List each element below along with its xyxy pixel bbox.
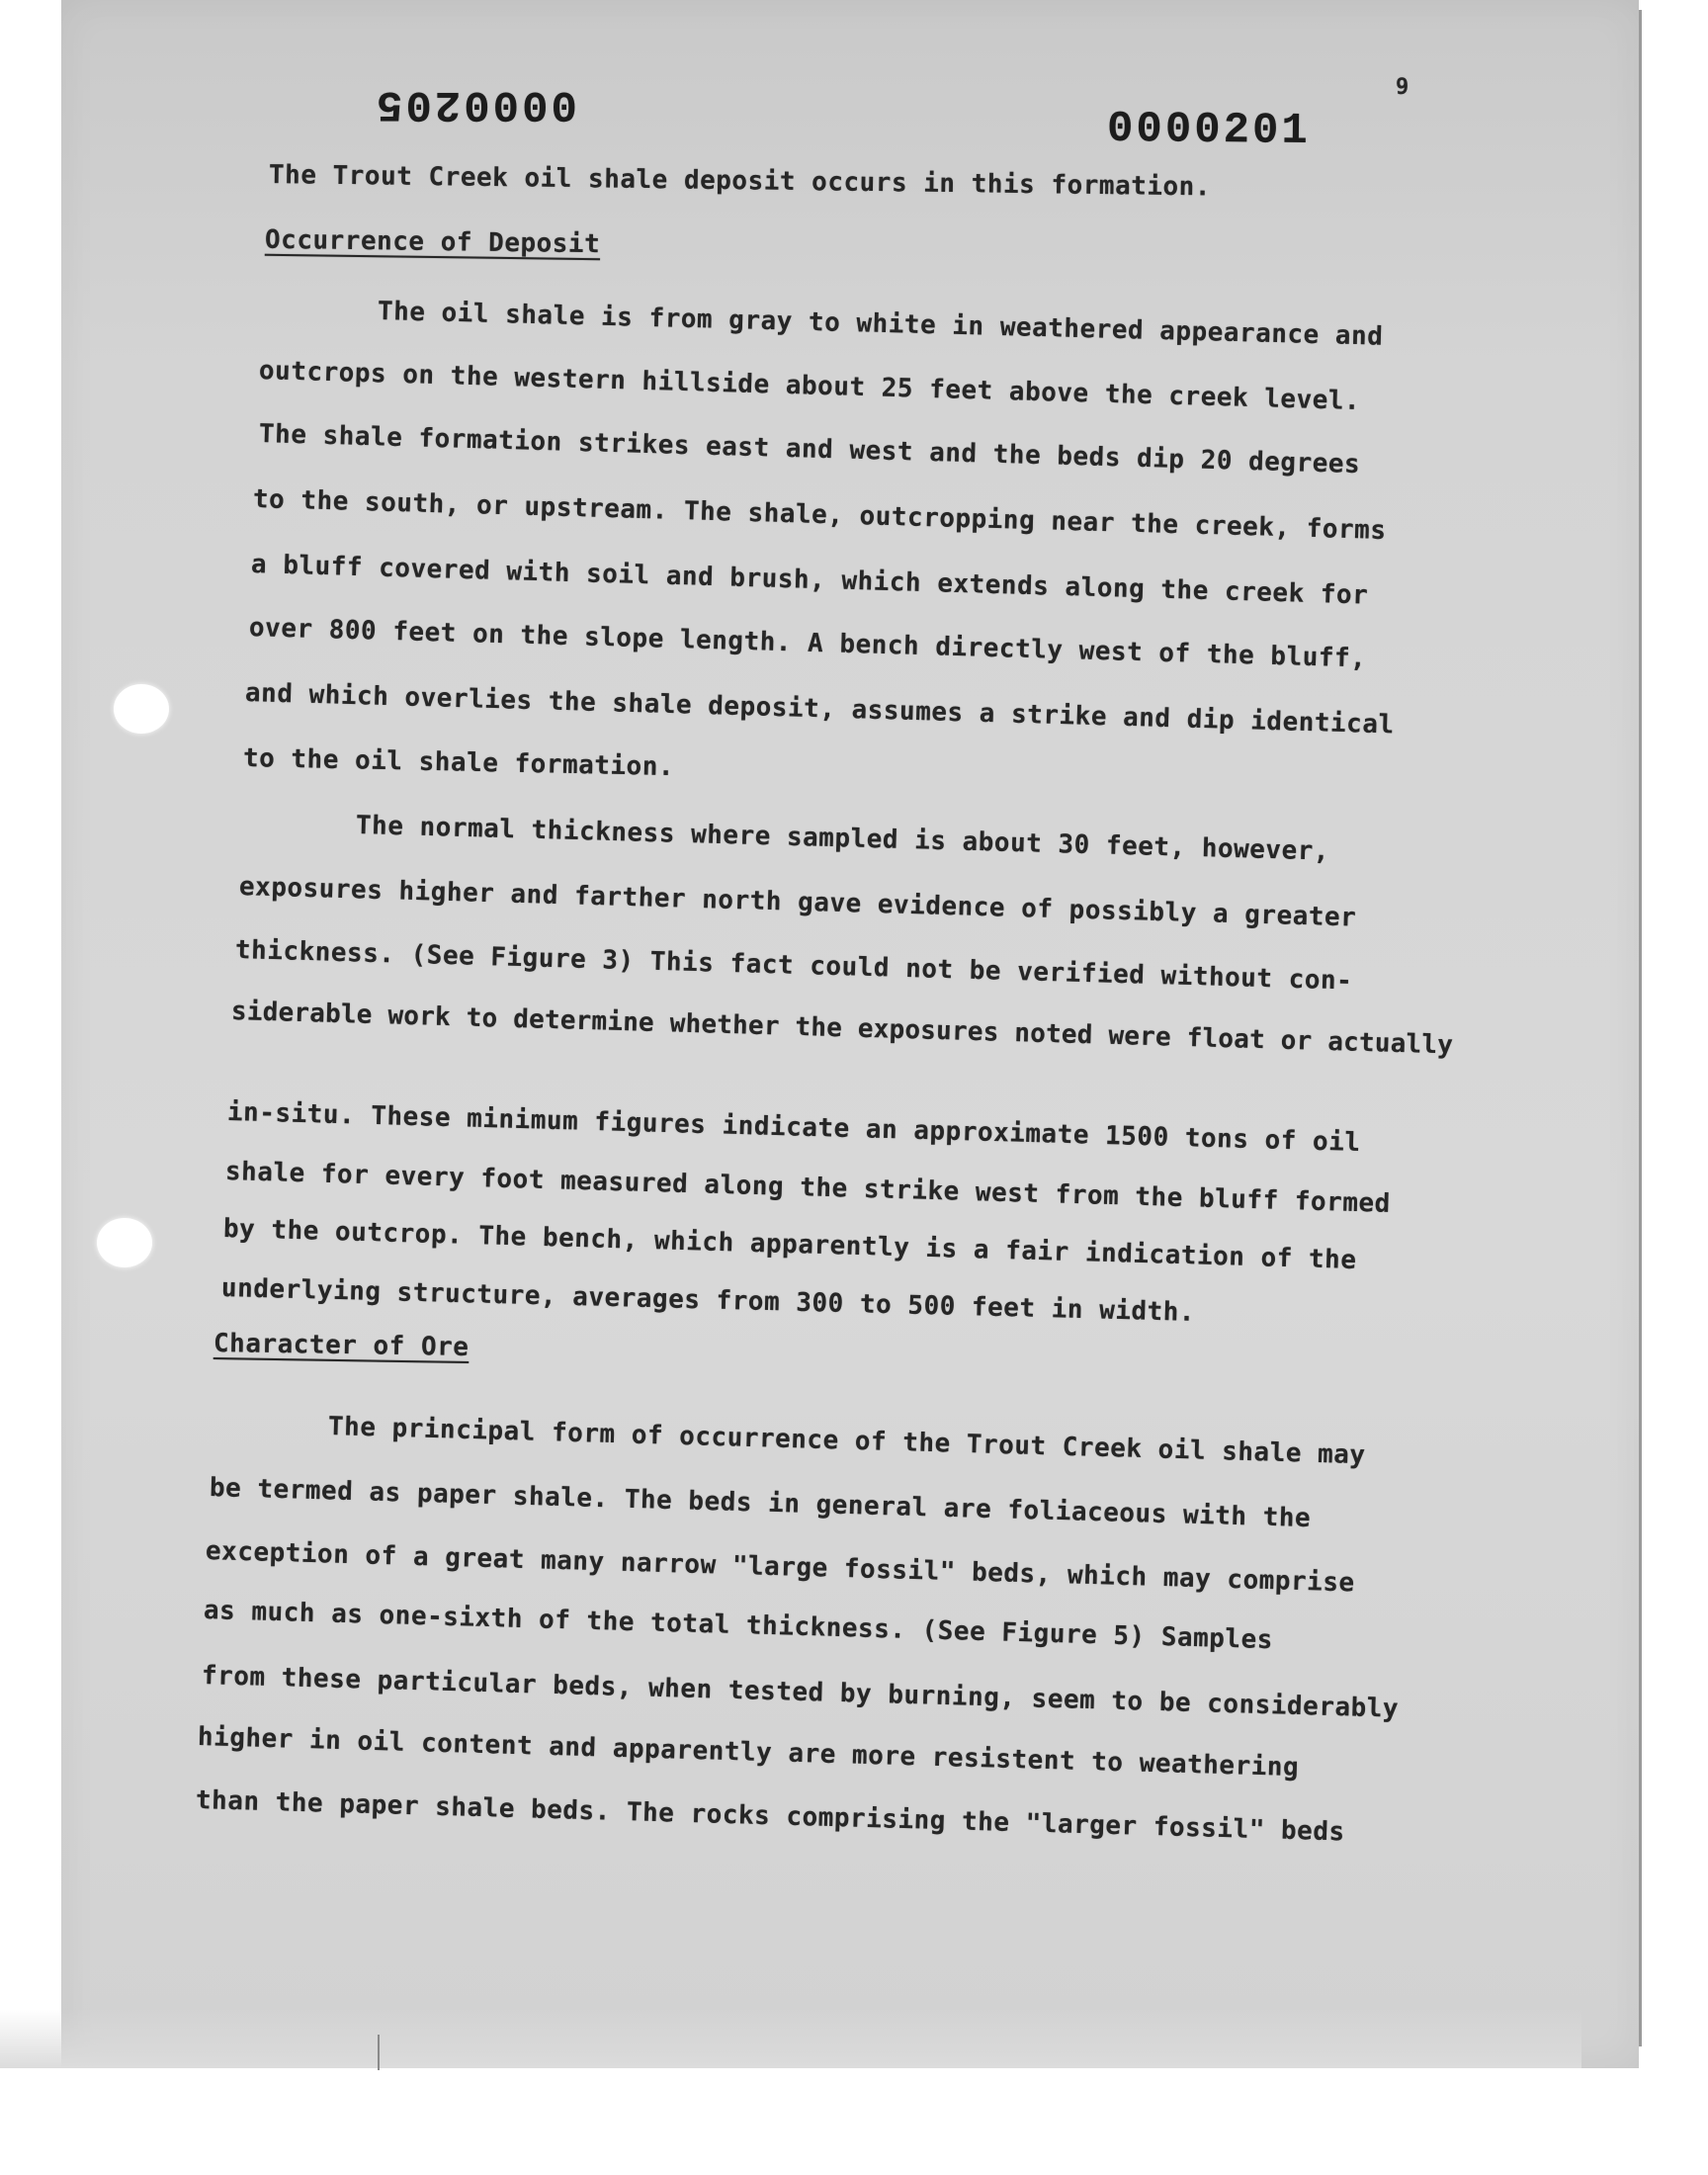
- paragraph-line: The normal thickness where sampled is about 30 feet, however,: [355, 811, 1330, 867]
- section-heading-occurrence: Occurrence of Deposit: [264, 224, 601, 260]
- paragraph-line: The oil shale is from gray to white in weathered appearance and: [377, 297, 1384, 352]
- page-bottom-shadow: [0, 2009, 1581, 2068]
- paragraph-line: thickness. (See Figure 3) This fact could not be verified without con-: [234, 935, 1353, 997]
- paragraph-line: underlying structure, averages from 300 to 500 feet in width.: [220, 1273, 1196, 1328]
- paragraph-line: to the south, or upstream. The shale, outcropping near the creek, forms: [252, 484, 1387, 547]
- section-heading-character: Character of Ore: [213, 1328, 470, 1363]
- paragraph-line: be termed as paper shale. The beds in general are foliaceous with the: [209, 1473, 1312, 1534]
- paragraph-line: and which overlies the shale deposit, assumes a strike and dip identical: [244, 678, 1396, 740]
- paragraph-line: The shale formation strikes east and west and the beds dip 20 degrees: [258, 419, 1361, 480]
- punch-hole-upper: [114, 684, 169, 734]
- document-stamp-right: 0000201: [1106, 104, 1312, 157]
- paragraph-line: siderable work to determine whether the exposures noted were float or actually: [230, 997, 1454, 1061]
- paragraph-line: outcrops on the western hillside about 25 feet above the creek level.: [258, 356, 1361, 417]
- paragraph-line: The principal form of occurrence of the Trout Creek oil shale may: [327, 1412, 1366, 1471]
- paragraph-line: from these particular beds, when tested by burning, seem to be considerably: [201, 1661, 1400, 1724]
- paragraph-line: higher in oil content and apparently are more resistent to weathering: [197, 1722, 1300, 1784]
- document-stamp-left-inverted: 0000205: [374, 79, 577, 129]
- page-right-edge: [1639, 10, 1642, 2046]
- paragraph-line: by the outcrop. The bench, which apparently is a fair indication of the: [222, 1214, 1357, 1276]
- paragraph-line: shale for every foot measured along the strike west from the bluff formed: [224, 1157, 1392, 1219]
- page-number: 9: [1396, 75, 1409, 100]
- punch-hole-lower: [97, 1218, 152, 1267]
- intro-line: The Trout Creek oil shale deposit occurs in this formation.: [268, 160, 1212, 203]
- paragraph-line: as much as one-sixth of the total thickness. (See Figure 5) Samples: [203, 1596, 1274, 1656]
- paragraph-line: than the paper shale beds. The rocks comprising the "larger fossil" beds: [195, 1785, 1346, 1848]
- paragraph-line: a bluff covered with soil and brush, which extends along the creek for: [250, 550, 1369, 611]
- paragraph-line: over 800 feet on the slope length. A bench directly west of the bluff,: [248, 613, 1367, 674]
- paragraph-line: to the oil shale formation.: [242, 743, 675, 783]
- paragraph-line: exposures higher and farther north gave evidence of possibly a greater: [238, 872, 1357, 933]
- paragraph-line: exception of a great many narrow "large fossil" beds, which may comprise: [205, 1536, 1356, 1599]
- paragraph-line: in-situ. These minimum figures indicate an approximate 1500 tons of oil: [226, 1097, 1361, 1159]
- scan-edge-mark: [378, 2035, 380, 2070]
